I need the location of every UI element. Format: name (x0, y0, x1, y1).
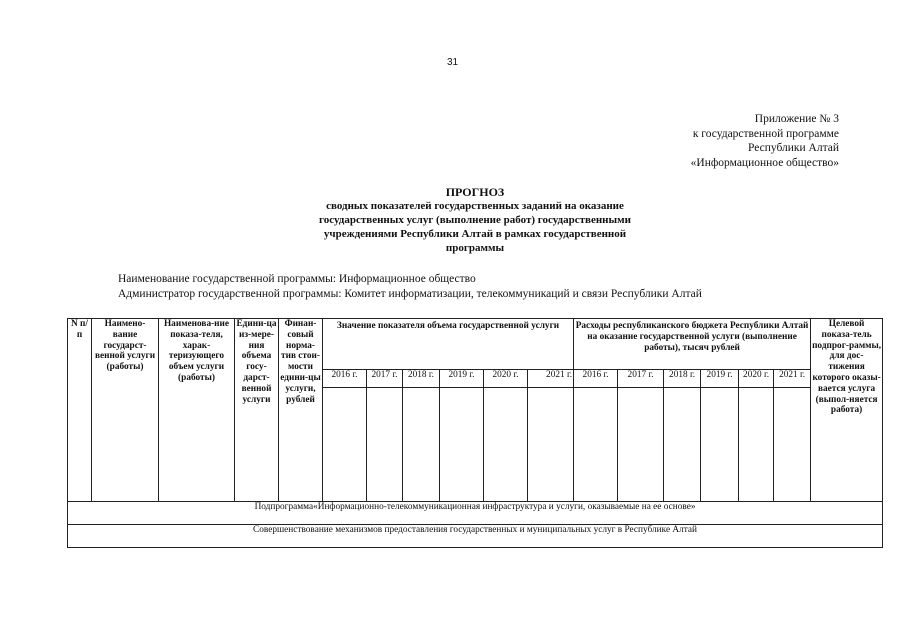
empty-cell (739, 388, 774, 502)
expense-year: 2020 г. (739, 370, 774, 388)
header-norm: Финан-совый норма-тив стои-мости едини-цы услуги, рублей (279, 319, 323, 502)
subprogram-row (68, 502, 883, 525)
appendix-block (691, 112, 839, 170)
volume-year: 2017 г. (367, 370, 403, 388)
title-line: программы (445, 242, 505, 254)
volume-year: 2021 г. (528, 370, 574, 388)
header-row (68, 319, 883, 370)
volume-year: 2018 г. (403, 370, 440, 388)
title-line: сводных показателей государственных заданий на оказание (326, 200, 624, 212)
header-indicator: Наименова-ние показа-теля, харак-теризующего объем услуги (работы) (159, 319, 235, 502)
expense-year: 2016 г. (574, 370, 618, 388)
section-row (68, 525, 883, 548)
appendix-line: к государственной программе (692, 127, 839, 140)
empty-cell (484, 388, 528, 502)
empty-cell (367, 388, 403, 502)
empty-cell (528, 388, 574, 502)
header-num: N п/п (68, 319, 92, 502)
appendix-line: «Информационное общество» (690, 156, 839, 169)
empty-cell (701, 388, 739, 502)
empty-cell (618, 388, 664, 502)
appendix-line: Республики Алтай (747, 142, 839, 154)
volume-year: 2016 г. (323, 370, 367, 388)
empty-cell (440, 388, 484, 502)
empty-cell (774, 388, 811, 502)
subprogram-title: Подпрограмма«Информационно-телекоммуникационная инфраструктура и услуги, оказываемые на ее основе» (68, 502, 883, 525)
volume-year: 2020 г. (484, 370, 528, 388)
expense-year: 2017 г. (618, 370, 664, 388)
expense-year: 2021 г. (774, 370, 811, 388)
program-meta (118, 272, 702, 302)
empty-cell (403, 388, 440, 502)
empty-cell (664, 388, 701, 502)
empty-cell (323, 388, 367, 502)
title-line: учреждениями Республики Алтай в рамках государственной (323, 228, 627, 240)
title-heading: ПРОГНОЗ (445, 185, 505, 199)
page-number: 31 (446, 57, 459, 68)
title-line: государственных услуг (выполнение работ) государственными (319, 214, 631, 226)
header-expense-group: Расходы республиканского бюджета Республики Алтай на оказание государственной услуги (выполнение работы), тысяч рублей (574, 319, 811, 370)
program-admin-line: Администратор государственной программы: Комитет информатизации, телекоммуникаций и связи Республики Алтай (118, 288, 702, 300)
section-title: Совершенствование механизмов предоставления государственных и муниципальных услуг в Республике Алтай (68, 525, 883, 548)
empty-cell (574, 388, 618, 502)
appendix-line: Приложение № 3 (754, 113, 839, 125)
expense-year: 2019 г. (701, 370, 739, 388)
forecast-table (67, 318, 883, 548)
header-target: Целевой показа-тель подпрог-раммы, для дос-тижения которого оказы-вается услуга (выпол-няется работа) (811, 319, 883, 502)
expense-year: 2018 г. (664, 370, 701, 388)
volume-year: 2019 г. (440, 370, 484, 388)
document-title (250, 185, 700, 255)
header-service: Наимено-вание государст-венной услуги (работы) (92, 319, 159, 502)
header-unit: Едини-ца из-мере-ния объема госу-дарст-венной услуги (235, 319, 279, 502)
header-volume-group: Значение показателя объема государственной услуги (323, 319, 574, 370)
program-name-line: Наименование государственной программы: Информационное общество (118, 273, 476, 285)
